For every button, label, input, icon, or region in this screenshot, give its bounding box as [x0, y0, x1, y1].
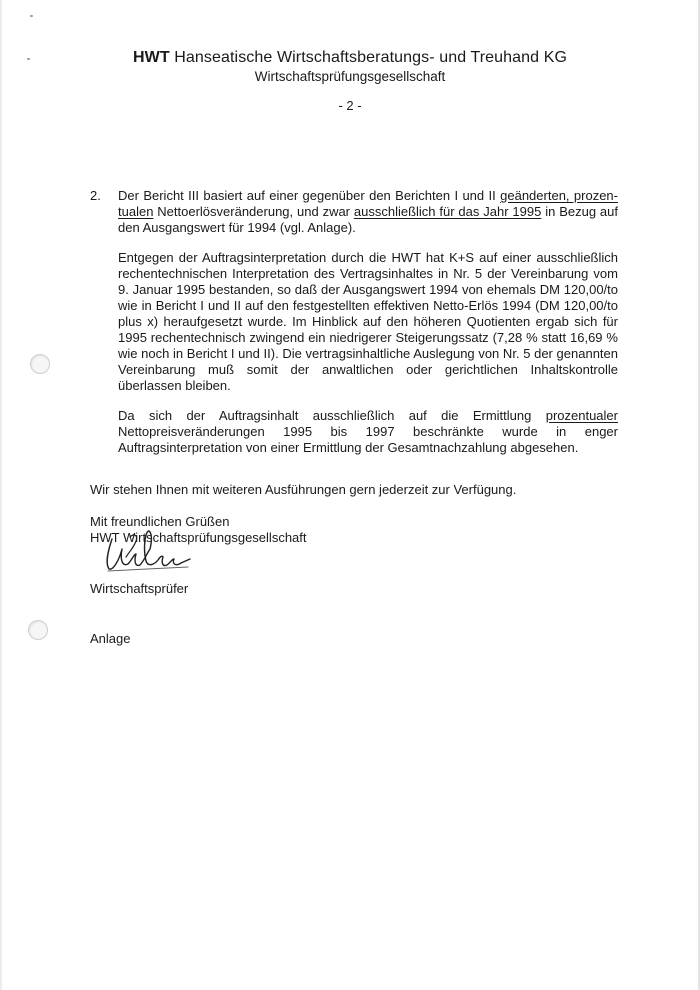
company-brand: HWT — [132, 49, 170, 66]
underlined-text: geänderten, prozen- — [500, 188, 618, 203]
company-subtitle: Wirtschaftsprüfungsgesellschaft — [254, 69, 446, 84]
greeting-line: Mit freundlichen Grüßen — [90, 514, 230, 529]
item-paragraph-2: Entgegen der Auftragsinterpretation durch die HWT hat K+S auf einer ausschließlich rechentechnischen Interpretation des Vertragsinhaltes in Nr. 5 der Vereinbarung vom 9. Januar 1995 bestanden, so daß der Ausgangswert 1994 von ehemals DM 120,00/to wie in Bericht I und II auf den festgestellten effektiven Netto-Erlös 1994 (DM 120,00/to plus x) heraufgesetzt wurde. Im Hinblick auf den höheren Quotienten ergab sich für 1995 rechentechnisch zwingend ein niedrigerer Steigerungssatz (7,28 % statt 16,69 % wie noch in Bericht I und II). Die vertragsinhaltliche Auslegung von Nr. 5 der genannten Vereinbarung muß somit der anwaltlichen oder gerichtlichen Inhaltskontrolle überlassen bleiben. — [118, 250, 618, 393]
text-run: Da sich der Auftragsinhalt ausschließlich auf die Ermittlung — [118, 408, 546, 423]
item-paragraph-1 — [118, 188, 618, 236]
closing-text: Wir stehen Ihnen mit weiteren Ausführungen gern jederzeit zur Verfügung. — [90, 482, 517, 497]
scan-edge-left — [0, 0, 2, 990]
handwritten-signature — [100, 527, 200, 577]
text-run: in Bezug auf den Ausgangswert für 1994 (vgl. Anlage). — [118, 204, 618, 235]
underlined-text: prozentualer — [545, 408, 618, 423]
text-run: Nettoerlösveränderung, und zwar — [153, 204, 354, 219]
punch-hole-upper — [30, 354, 50, 374]
attachment-label: Anlage — [90, 631, 131, 646]
signer-title: Wirtschaftsprüfer — [90, 581, 189, 596]
greeting-company: HWT Wirtschaftsprüfungsgesellschaft — [90, 530, 307, 545]
underlined-text: tualen — [118, 204, 154, 219]
scan-speck — [30, 15, 33, 17]
company-name: Hanseatische Wirtschaftsberatungs- und Treuhand KG — [174, 49, 568, 66]
item-paragraph-3 — [118, 408, 618, 456]
letterhead-company-line — [0, 48, 700, 68]
closing-paragraph — [90, 482, 610, 498]
punch-hole-lower — [28, 620, 48, 640]
item-body — [118, 188, 618, 470]
text-run: Der Bericht III basiert auf einer gegenüber den Berichten I und II — [118, 188, 501, 203]
letterhead — [0, 48, 700, 86]
text-run: Nettopreisveränderungen 1995 bis 1997 beschränkte wurde in enger Auftragsinterpretation von einer Ermittlung der Gesamtnachzahlung abgesehen. — [118, 424, 618, 455]
item-number: 2. — [90, 188, 101, 203]
underlined-text: ausschließlich für das Jahr 1995 — [353, 204, 542, 219]
page-number: - 2 - — [338, 98, 362, 113]
